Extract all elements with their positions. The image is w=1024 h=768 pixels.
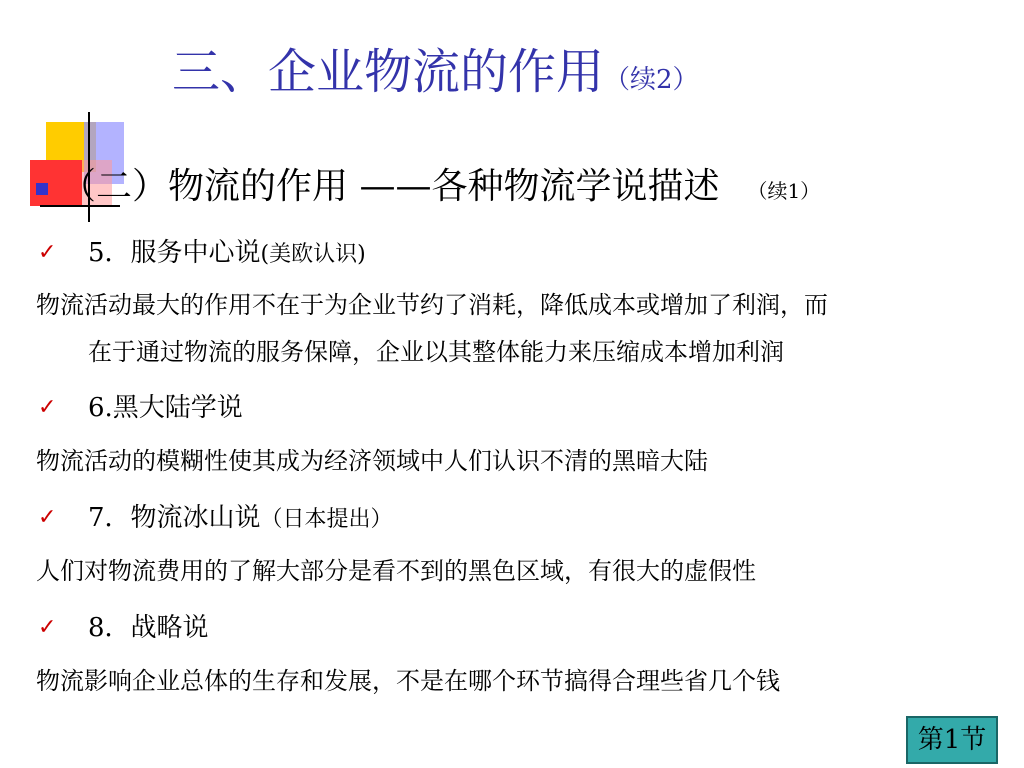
slide-title xyxy=(172,42,699,110)
item-heading-text: 5．服务中心说 xyxy=(88,238,261,268)
item-heading-text: 7．物流冰山说 xyxy=(88,503,261,533)
checkmark-icon: ✓ xyxy=(38,240,57,265)
item-heading xyxy=(88,611,209,645)
item-heading-note: （日本提出） xyxy=(260,507,393,532)
item-heading xyxy=(88,391,243,425)
section-heading-main: （二）物流的作用 ——各种物流学说描述 xyxy=(60,166,720,207)
section-heading-note: （续1） xyxy=(747,179,821,203)
item-paragraph-line: 人们对物流费用的了解大部分是看不到的黑色区域，有很大的虚假性 xyxy=(36,557,756,585)
item-heading-text: 8．战略说 xyxy=(88,613,209,643)
item-paragraph-line: 物流活动最大的作用不在于为企业节约了消耗，降低成本或增加了利润，而 xyxy=(36,291,828,319)
slide-title-main: 三、企业物流的作用 xyxy=(172,44,605,100)
item-paragraph-line: 物流活动的模糊性使其成为经济领域中人们认识不清的黑暗大陆 xyxy=(36,447,708,475)
checkmark-icon: ✓ xyxy=(38,505,57,530)
slide-title-sub: （续2） xyxy=(604,65,699,95)
item-paragraph-line: 物流影响企业总体的生存和发展，不是在哪个环节搞得合理些省几个钱 xyxy=(36,667,780,695)
item-paragraph-line: 在于通过物流的服务保障，企业以其整体能力来压缩成本增加利润 xyxy=(88,338,784,366)
square-bullet-icon xyxy=(36,183,48,195)
section-nav-button[interactable]: 第1节 xyxy=(906,716,998,764)
item-heading-text: 6.黑大陆学说 xyxy=(88,393,243,423)
checkmark-icon: ✓ xyxy=(38,615,57,640)
checkmark-icon: ✓ xyxy=(38,395,57,420)
item-heading xyxy=(88,236,366,272)
section-heading xyxy=(60,162,820,216)
item-heading-note: (美欧认识) xyxy=(260,242,366,267)
item-heading xyxy=(88,501,393,537)
